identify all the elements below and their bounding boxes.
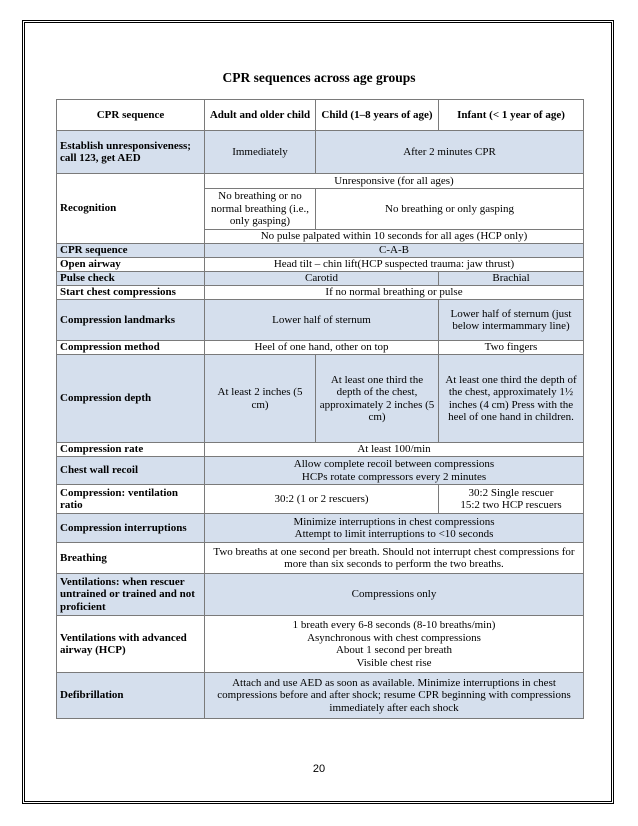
table-row bbox=[57, 457, 584, 485]
cell-pulse-infant: Brachial bbox=[439, 272, 584, 286]
row-label-establish: Establish unresponsiveness; call 123, get AED bbox=[57, 131, 205, 174]
cell-recognition-pulse: No pulse palpated within 10 seconds for all ages (HCP only) bbox=[205, 230, 584, 244]
cell-advanced bbox=[205, 616, 584, 673]
table-row bbox=[57, 300, 584, 341]
header-cpr-sequence: CPR sequence bbox=[57, 100, 205, 131]
table-row bbox=[57, 244, 584, 258]
row-label-airway: Open airway bbox=[57, 258, 205, 272]
cell-rate: At least 100/min bbox=[205, 443, 584, 457]
table-row bbox=[57, 286, 584, 300]
ratio-infant-line-1: 30:2 Single rescuer bbox=[468, 486, 554, 499]
cell-start: If no normal breathing or pulse bbox=[205, 286, 584, 300]
cell-airway: Head tilt – chin lift(HCP suspected trauma: jaw thrust) bbox=[205, 258, 584, 272]
cell-sequence: C-A-B bbox=[205, 244, 584, 258]
advanced-line-2: Asynchronous with chest compressions bbox=[307, 631, 481, 644]
row-label-defib: Defibrillation bbox=[57, 673, 205, 719]
interruptions-line-2: Attempt to limit interruptions to <10 seconds bbox=[294, 528, 494, 540]
row-label-method: Compression method bbox=[57, 341, 205, 355]
cell-pulse-adult-child: Carotid bbox=[205, 272, 439, 286]
row-label-pulse-check: Pulse check bbox=[57, 272, 205, 286]
table-row bbox=[57, 272, 584, 286]
table-row bbox=[57, 355, 584, 443]
cell-establish-child-infant: After 2 minutes CPR bbox=[316, 131, 584, 174]
table-row bbox=[57, 341, 584, 355]
row-label-recoil: Chest wall recoil bbox=[57, 457, 205, 485]
cell-establish-adult: Immediately bbox=[205, 131, 316, 174]
page-number: 20 bbox=[312, 763, 326, 775]
row-label-ratio: Compression: ventilation ratio bbox=[57, 485, 205, 514]
table-row bbox=[57, 131, 584, 174]
table-row bbox=[57, 443, 584, 457]
table-row bbox=[57, 258, 584, 272]
row-label-depth: Compression depth bbox=[57, 355, 205, 443]
table-row bbox=[57, 616, 584, 673]
row-label-recognition: Recognition bbox=[57, 174, 205, 244]
table-row bbox=[57, 574, 584, 616]
table-row bbox=[57, 543, 584, 574]
header-infant: Infant (< 1 year of age) bbox=[439, 100, 584, 131]
cell-interruptions bbox=[205, 514, 584, 543]
row-label-landmarks: Compression landmarks bbox=[57, 300, 205, 341]
cell-ratio-infant bbox=[439, 485, 584, 514]
interruptions-line-1: Minimize interruptions in chest compressions bbox=[293, 515, 495, 528]
table-row bbox=[57, 174, 584, 189]
recoil-line-2: HCPs rotate compressors every 2 minutes bbox=[301, 470, 487, 483]
table-row bbox=[57, 514, 584, 543]
row-label-rate: Compression rate bbox=[57, 443, 205, 457]
ratio-infant-line-2: 15:2 two HCP rescuers bbox=[460, 499, 562, 511]
cell-breathing: Two breaths at one second per breath. Should not interrupt chest compressions for more than six seconds to perform the two breaths. bbox=[205, 543, 584, 574]
cell-depth-infant: At least one third the depth of the chest, approximately 1½ inches (4 cm) Press with the heel of one hand in children. bbox=[439, 355, 584, 443]
header-adult: Adult and older child bbox=[205, 100, 316, 131]
header-row bbox=[57, 100, 584, 131]
row-label-sequence: CPR sequence bbox=[57, 244, 205, 258]
table-row bbox=[57, 673, 584, 719]
cell-recoil bbox=[205, 457, 584, 485]
cell-ratio-adult-child: 30:2 (1 or 2 rescuers) bbox=[205, 485, 439, 514]
row-label-advanced: Ventilations with advanced airway (HCP) bbox=[57, 616, 205, 673]
cell-recognition-adult: No breathing or no normal breathing (i.e., only gasping) bbox=[205, 189, 316, 230]
row-label-untrained: Ventilations: when rescuer untrained or trained and not proficient bbox=[57, 574, 205, 616]
cell-landmarks-infant: Lower half of sternum (just below intermammary line) bbox=[439, 300, 584, 341]
row-label-interruptions: Compression interruptions bbox=[57, 514, 205, 543]
cell-defib: Attach and use AED as soon as available. Minimize interruptions in chest compressions before and after shock; resume CPR beginning with compressions immediately after each shock bbox=[205, 673, 584, 719]
row-label-start: Start chest compressions bbox=[57, 286, 205, 300]
cpr-table bbox=[56, 99, 584, 719]
cell-method-infant: Two fingers bbox=[439, 341, 584, 355]
table-row bbox=[57, 485, 584, 514]
recoil-line-1: Allow complete recoil between compressions bbox=[293, 458, 495, 470]
cell-method-adult-child: Heel of one hand, other on top bbox=[205, 341, 439, 355]
cell-depth-child: At least one third the depth of the chest, approximately 2 inches (5 cm) bbox=[316, 355, 439, 443]
table-title: CPR sequences across age groups bbox=[222, 70, 416, 85]
cell-recognition-all: Unresponsive (for all ages) bbox=[205, 174, 584, 189]
cell-untrained: Compressions only bbox=[205, 574, 584, 616]
row-label-breathing: Breathing bbox=[57, 543, 205, 574]
cell-landmarks-adult-child: Lower half of sternum bbox=[205, 300, 439, 341]
advanced-line-4: Visible chest rise bbox=[356, 656, 432, 669]
advanced-line-1: 1 breath every 6-8 seconds (8-10 breaths/min) bbox=[292, 619, 496, 631]
cell-recognition-child-infant: No breathing or only gasping bbox=[316, 189, 584, 230]
header-child: Child (1–8 years of age) bbox=[316, 100, 439, 131]
cell-depth-adult: At least 2 inches (5 cm) bbox=[205, 355, 316, 443]
advanced-line-3: About 1 second per breath bbox=[335, 644, 453, 656]
